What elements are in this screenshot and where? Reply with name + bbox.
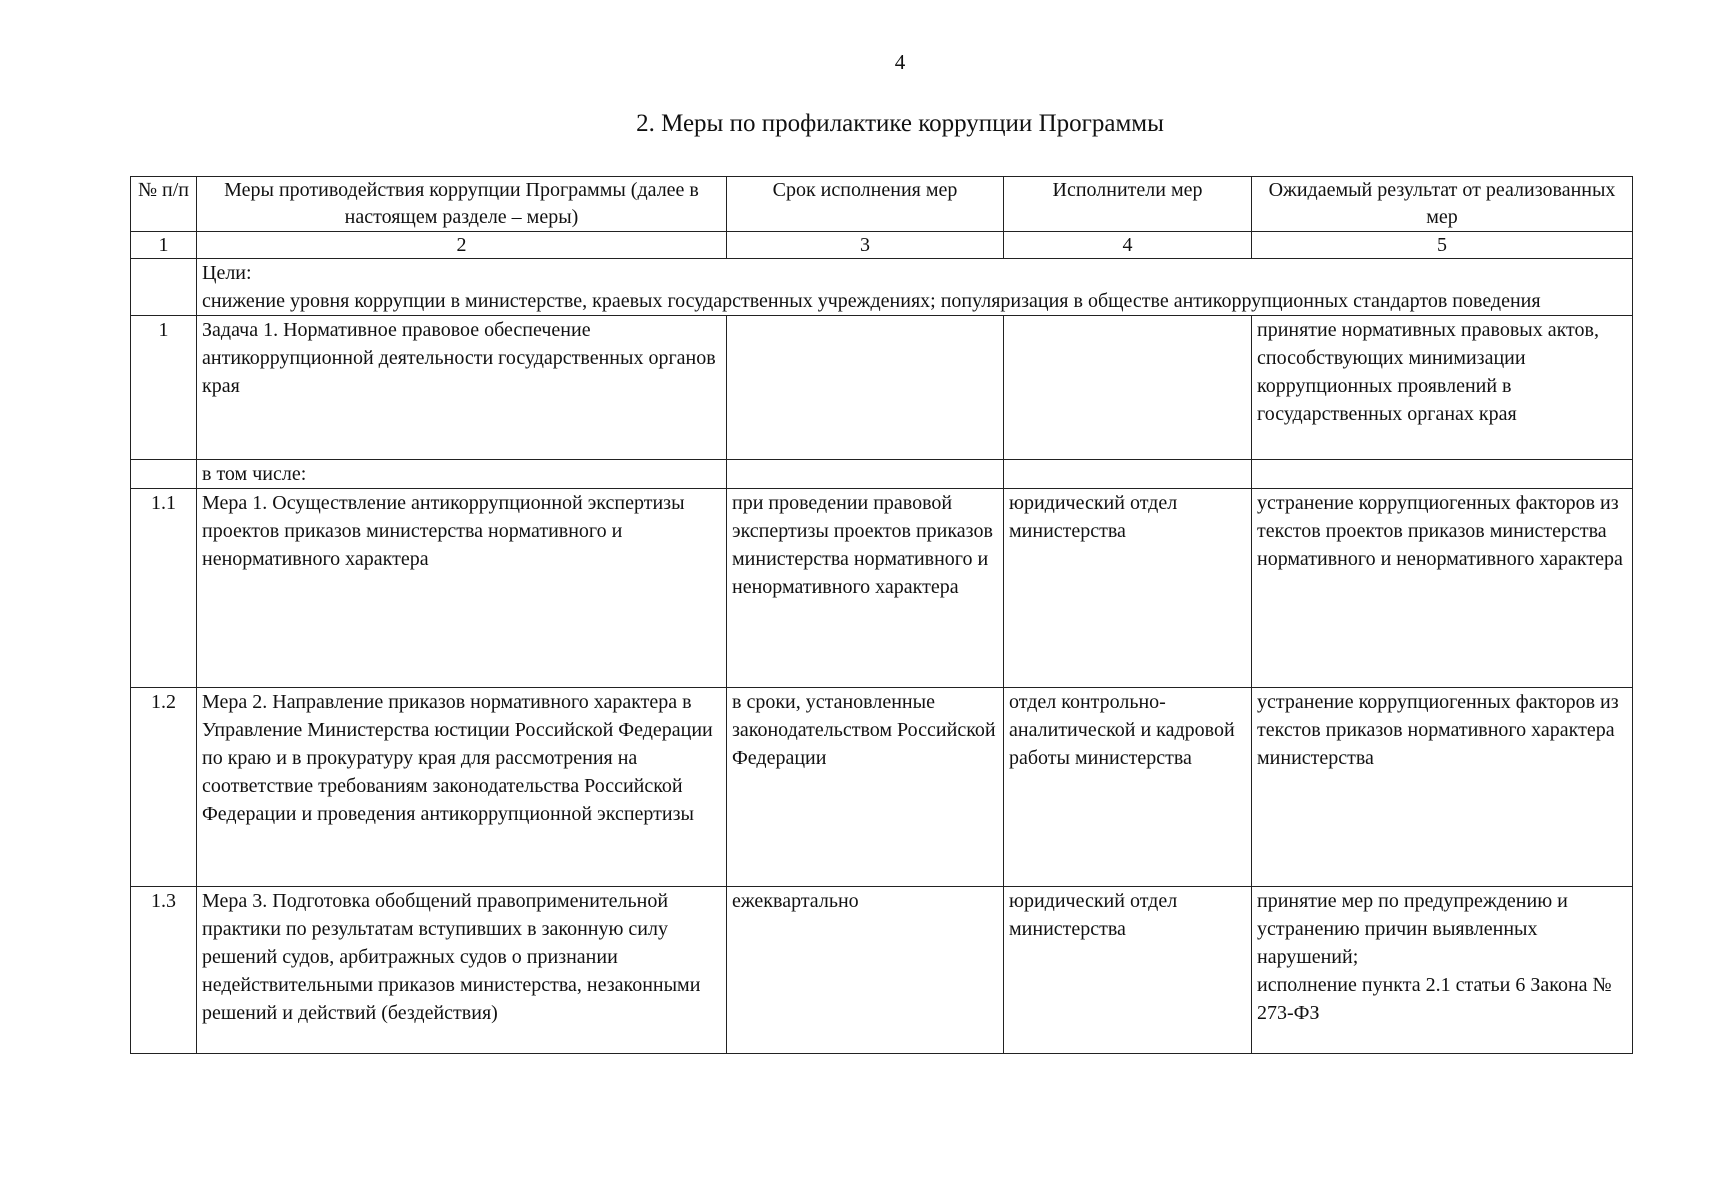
measure-deadline: при проведении правовой экспертизы проектов приказов министерства нормативного и ненормативного характера xyxy=(727,489,1004,688)
page-number: 4 xyxy=(894,50,906,74)
measure-executors: юридический отдел министерства xyxy=(1004,887,1252,1054)
measure-text: Мера 1. Осуществление антикоррупционной экспертизы проектов приказов министерства нормативного и ненормативного характера xyxy=(197,489,727,688)
measure-executors: отдел контрольно-аналитической и кадровой работы министерства xyxy=(1004,688,1252,887)
header-num: № п/п xyxy=(131,177,197,232)
including-empty-cell xyxy=(727,460,1004,489)
measure-num: 1.2 xyxy=(131,688,197,887)
column-number: 5 xyxy=(1252,232,1633,259)
measure-num: 1.3 xyxy=(131,887,197,1054)
including-empty-cell xyxy=(1004,460,1252,489)
header-result: Ожидаемый результат от реализованных мер xyxy=(1252,177,1633,232)
goals-cell xyxy=(197,259,1633,316)
task-num: 1 xyxy=(131,316,197,460)
measure-result: устранение коррупциогенных факторов из текстов приказов нормативного характера министерства xyxy=(1252,688,1633,887)
measure-text: Мера 3. Подготовка обобщений правоприменительной практики по результатам вступивших в законную силу решений судов, арбитражных судов о признании недействительными приказов министерства, незаконными решений и действий (бездействия) xyxy=(197,887,727,1054)
goals-label: Цели: xyxy=(202,262,252,284)
task-row xyxy=(131,316,1633,460)
task-deadline xyxy=(727,316,1004,460)
goals-text: снижение уровня коррупции в министерстве, краевых государственных учреждениях; популяризация в обществе антикоррупционных стандартов поведения xyxy=(202,290,1541,312)
column-number: 2 xyxy=(197,232,727,259)
header-deadline: Срок исполнения мер xyxy=(727,177,1004,232)
including-label: в том числе: xyxy=(197,460,727,489)
measure-deadline: в сроки, установленные законодательством Российской Федерации xyxy=(727,688,1004,887)
measures-table xyxy=(130,176,1633,1054)
column-number: 3 xyxy=(727,232,1004,259)
header-measures: Меры противодействия коррупции Программы (далее в настоящем разделе – меры) xyxy=(197,177,727,232)
column-number: 4 xyxy=(1004,232,1252,259)
including-row xyxy=(131,460,1633,489)
measure-result-extra: исполнение пункта 2.1 статьи 6 Закона № 273-ФЗ xyxy=(1257,974,1612,1024)
header-executors: Исполнители мер xyxy=(1004,177,1252,232)
column-number-row xyxy=(131,232,1633,259)
including-empty-cell xyxy=(1252,460,1633,489)
measure-text: Мера 2. Направление приказов нормативного характера в Управление Министерства юстиции Российской Федерации по краю и в прокуратуру края для рассмотрения на соответствие требованиям законодательства Российской Федерации и проведения антикоррупционной экспертизы xyxy=(197,688,727,887)
task-measure: Задача 1. Нормативное правовое обеспечение антикоррупционной деятельности государственных органов края xyxy=(197,316,727,460)
measure-result-cell xyxy=(1252,887,1633,1054)
header-row xyxy=(131,177,1633,232)
measure-row xyxy=(131,688,1633,887)
including-empty-cell xyxy=(131,460,197,489)
goals-row xyxy=(131,259,1633,316)
measure-row xyxy=(131,489,1633,688)
goals-empty-cell xyxy=(131,259,197,316)
measure-result: устранение коррупциогенных факторов из текстов проектов приказов министерства нормативного и ненормативного характера xyxy=(1252,489,1633,688)
measure-result: принятие мер по предупреждению и устранению причин выявленных нарушений; xyxy=(1257,890,1568,968)
measure-row xyxy=(131,887,1633,1054)
section-title: 2. Меры по профилактике коррупции Программы xyxy=(636,110,1164,137)
measure-num: 1.1 xyxy=(131,489,197,688)
column-number: 1 xyxy=(131,232,197,259)
measure-deadline: ежеквартально xyxy=(727,887,1004,1054)
task-result: принятие нормативных правовых актов, способствующих минимизации коррупционных проявлений в государственных органах края xyxy=(1252,316,1633,460)
measure-executors: юридический отдел министерства xyxy=(1004,489,1252,688)
task-executors xyxy=(1004,316,1252,460)
